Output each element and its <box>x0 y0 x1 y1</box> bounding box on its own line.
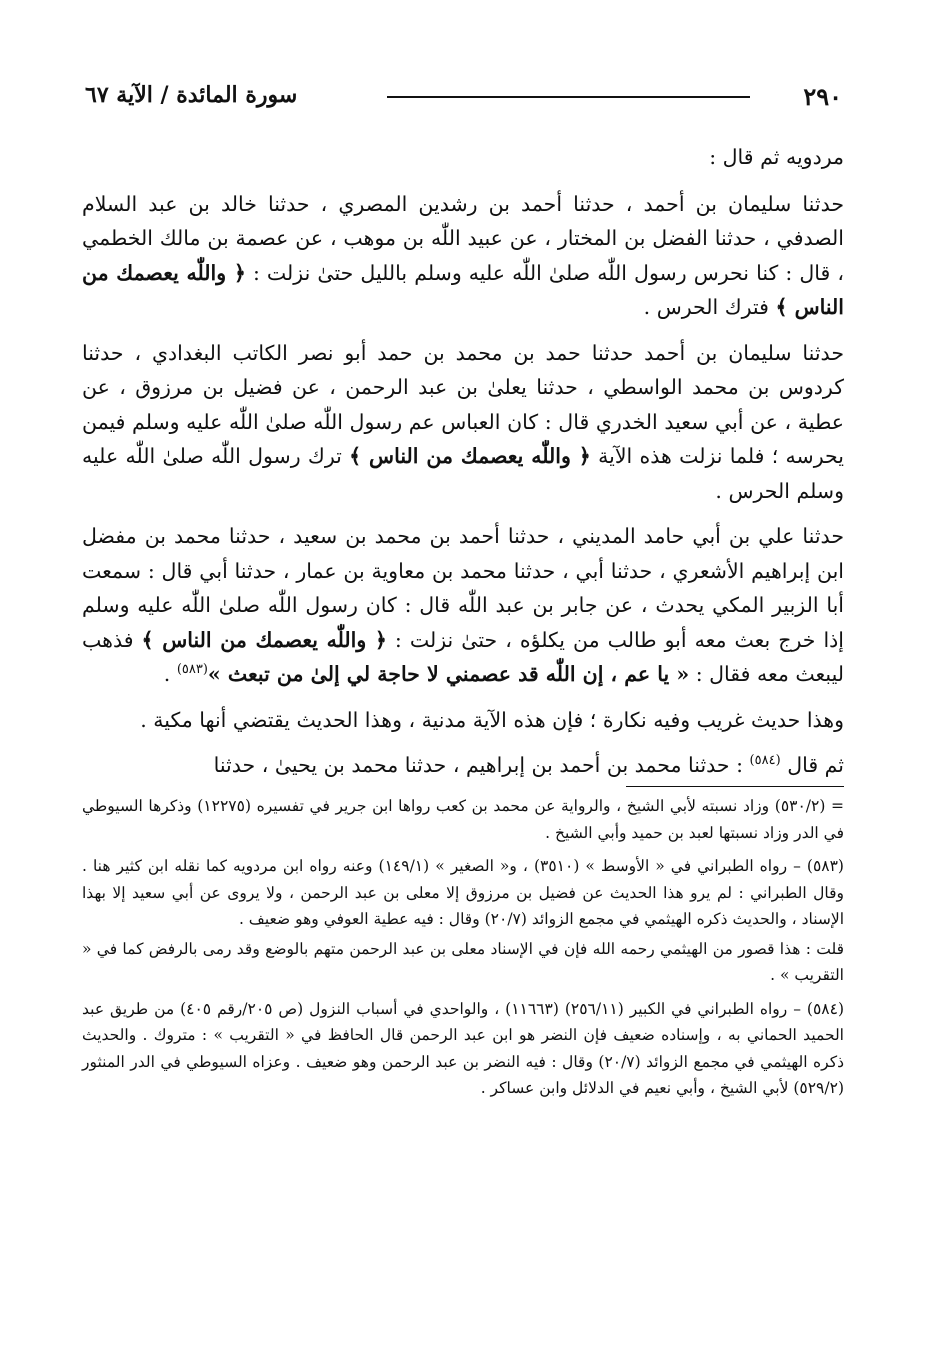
footnote-ref-584[interactable]: (٥٨٤) <box>749 753 781 769</box>
paragraph-3-end: . <box>163 662 171 686</box>
surah-title: سورة المائدة / الآية ٦٧ <box>85 82 298 108</box>
paragraph-3 <box>82 519 844 692</box>
paragraph-5 <box>82 748 844 783</box>
paragraph-5-start: ثم قال <box>787 753 844 777</box>
footnote-583: (٥٨٣) – رواه الطبراني في « الأوسط » (٣٥١٠) ، و« الصغير » (١٤٩/١) وعنه رواه ابن مردويه كما نقله ابن كثير هنا . وقال الطبراني : لم يرو هذا الحديث عن فضيل بن مرزوق إلا معلى بن عبد الرحمن ، ولا يروى عن أبي سعيد إلا بهذا الإسناد ، والحديث ذكره الهيثمي في مجمع الزوائد (٢٠/٧) وقال : فيه عطية العوفي وهو ضعيف . <box>82 857 844 928</box>
paragraph-2-end: ترك رسول اللّٰه صلىٰ اللّٰه عليه وسلم الحرس . <box>82 444 844 503</box>
paragraph-5-text: : حدثنا محمد بن أحمد بن إبراهيم ، حدثنا محمد بن يحيىٰ ، حدثنا <box>213 753 744 777</box>
paragraph-3-mid: فذهب ليبعث معه فقال : <box>82 627 844 686</box>
main-text <box>82 140 844 794</box>
paragraph-intro: مردويه ثم قال : <box>709 145 844 169</box>
paragraph-1-end: فترك الحرس . <box>643 295 769 319</box>
footnote-separator <box>626 786 844 787</box>
hadith-quote: « يا عم ، إن اللّٰه قد عصمني لا حاجة لي إلىٰ من تبعث » <box>207 662 690 686</box>
paragraph-1-text: حدثنا سليمان بن أحمد ، حدثنا أحمد بن رشدين المصري ، حدثنا خالد بن عبد السلام الصدفي ، حدثنا الفضل بن المختار ، عن عبيد اللّٰه بن موهب ، عن عصمة بن مالك الخطمي ، قال : كنا نحرس رسول اللّٰه صلىٰ اللّٰه عليه وسلم بالليل حتىٰ نزلت : <box>82 191 844 285</box>
quran-quote: ﴿ واللّٰه يعصمك من الناس ﴾ <box>82 260 844 319</box>
running-header <box>85 82 842 122</box>
footnotes <box>82 793 844 1109</box>
footnote-continued: = (٥٣٠/٢) وزاد نسبته لأبي الشيخ ، والرواية عن محمد بن كعب رواها ابن جرير في تفسيره (١٢٢٧٥) وذكرها السيوطي في الدر وزاد نسبتها لعبد بن حميد وأبي الشيخ . <box>82 797 845 842</box>
paragraph-4: وهذا حديث غريب وفيه نكارة ؛ فإن هذه الآية مدنية ، وهذا الحديث يقتضي أنها مكية . <box>140 707 844 732</box>
paragraph-2-text: حدثنا سليمان بن أحمد حدثنا حمد بن محمد بن حمد أبو نصر الكاتب البغدادي ، حدثنا كردوس بن محمد الواسطي ، حدثنا يعلىٰ بن عبد الرحمن ، عن فضيل بن مرزوق ، عن عطية ، عن أبي سعيد الخدري قال : كان العباس عم رسول اللّٰه صلىٰ اللّٰه عليه وسلم فيمن يحرسه ؛ فلما نزلت هذه الآية <box>82 340 844 468</box>
quran-quote: ﴿ واللّٰه يعصمك من الناس ﴾ <box>141 627 387 652</box>
quran-quote: ﴿ واللّٰه يعصمك من الناس ﴾ <box>349 444 591 468</box>
footnote-ref-583[interactable]: (٥٨٣) <box>176 662 208 678</box>
paragraph-1 <box>82 187 844 325</box>
paragraph-3-text: حدثنا علي بن أبي حامد المديني ، حدثنا أحمد بن محمد بن سعيد ، حدثنا محمد بن مفضل ابن إبراهيم الأشعري ، حدثنا أبي ، حدثنا محمد بن معاوية بن عمار ، حدثنا أبي قال : سمعت أبا الزبير المكي يحدث ، عن جابر بن عبد اللّٰه قال : كان رسول اللّٰه صلىٰ اللّٰه عليه وسلم إذا خرج بعث معه أبو طالب من يكلؤه ، حتىٰ نزلت : <box>82 524 844 652</box>
page-number: ٢٩٠ <box>803 82 842 111</box>
header-rule <box>387 96 750 98</box>
paragraph-2 <box>82 336 844 509</box>
footnote-583-note: قلت : هذا قصور من الهيثمي رحمه الله فإن في الإسناد معلى بن عبد الرحمن متهم بالوضع وقد رمى بالرفض كما في « التقريب » . <box>82 939 844 984</box>
footnote-584: (٥٨٤) – رواه الطبراني في الكبير (٢٥٦/١١) (١١٦٦٣) ، والواحدي في أسباب النزول (ص ٢٠٥/رقم ٤٠٥) من طريق عبد الحميد الحماني به ، وإسناده ضعيف فإن النضر هو ابن عبد الرحمن قال الحافظ في « التقريب » : متروك . والحديث ذكره الهيثمي في مجمع الزوائد (٢٠/٧) وقال : فيه النضر بن عبد الرحمن وهو ضعيف . وعزاه السيوطي في الدر المنثور (٥٢٩/٢) لأبي الشيخ ، وأبي نعيم في الدلائل وابن عساكر . <box>82 999 845 1097</box>
